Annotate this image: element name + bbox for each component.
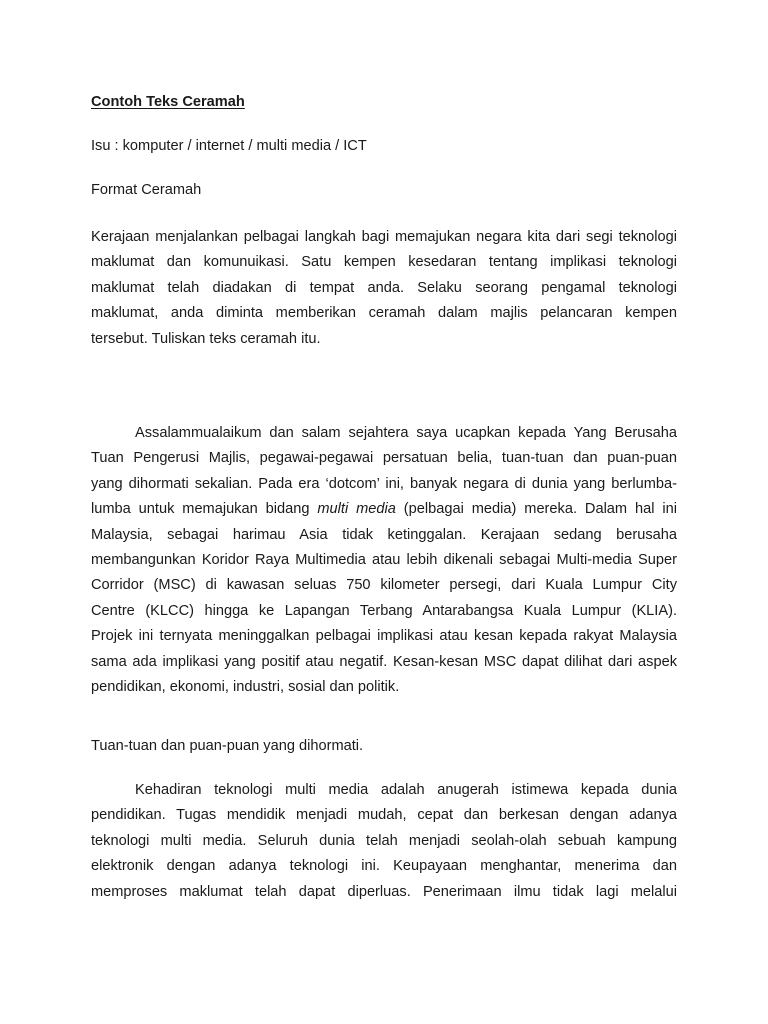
speech-line: pendidikan, ekonomi, industri, sosial dan politik. bbox=[91, 679, 400, 696]
speech-line: memproses maklumat telah dapat diperluas. Penerimaan ilmu tidak lagi melalui bbox=[91, 883, 677, 900]
intro-line: maklumat, anda diminta memberikan ceramah dalam majlis pelancaran kempen bbox=[91, 305, 677, 322]
speech-line: Centre (KLCC) hingga ke Lapangan Terbang Antarabangsa Kuala Lumpur (KLIA). bbox=[91, 602, 677, 619]
speech-line: Projek ini ternyata meninggalkan pelbagai implikasi atau kesan kepada rakyat Malaysia bbox=[91, 628, 677, 645]
speech-line: yang dihormati sekalian. Pada era ‘dotcom’ ini, banyak negara di dunia yang berlumba- bbox=[91, 475, 677, 492]
format-label: Format Ceramah bbox=[91, 182, 202, 198]
intro-line: Kerajaan menjalankan pelbagai langkah bagi memajukan negara kita dari segi teknologi bbox=[91, 229, 677, 245]
issue-line: Isu : komputer / internet / multi media / ICT bbox=[91, 138, 367, 154]
intro-paragraph bbox=[91, 225, 677, 352]
speech-line: Assalammualaikum dan salam sejahtera saya ucapkan kepada Yang Berusaha bbox=[135, 425, 677, 441]
multi-media-emphasis: multi media bbox=[317, 501, 396, 518]
speech-line: Kehadiran teknologi multi media adalah anugerah istimewa kepada dunia bbox=[135, 782, 677, 798]
intro-line: maklumat dan komunuikasi. Satu kempen kesedaran tentang implikasi teknologi bbox=[91, 254, 677, 271]
speech-line: Corridor (MSC) di kawasan seluas 750 kilometer persegi, dari Kuala Lumpur City bbox=[91, 577, 677, 594]
speech-line: membangunkan Koridor Raya Multimedia atau lebih dikenali sebagai Multi-media Super bbox=[91, 552, 677, 569]
speech-line: pendidikan. Tugas mendidik menjadi mudah, cepat dan berkesan dengan adanya bbox=[91, 807, 677, 824]
salutation-line: Tuan-tuan dan puan-puan yang dihormati. bbox=[91, 738, 364, 754]
speech-line: Tuan Pengerusi Majlis, pegawai-pegawai persatuan belia, tuan-tuan dan puan-puan bbox=[91, 450, 677, 467]
speech-line: teknologi multi media. Seluruh dunia telah menjadi seolah-olah sebuah kampung bbox=[91, 832, 677, 849]
intro-line: maklumat telah diadakan di tempat anda. Selaku seorang pengamal teknologi bbox=[91, 279, 677, 296]
speech-line: Malaysia, sebagai harimau Asia tidak ketinggalan. Kerajaan sedang berusaha bbox=[91, 526, 677, 543]
speech-line: elektronik dengan adanya teknologi ini. Keupayaan menghantar, menerima dan bbox=[91, 858, 677, 875]
speech-line: sama ada implikasi yang positif atau negatif. Kesan-kesan MSC dapat dilihat dari aspek bbox=[91, 653, 677, 670]
speech-paragraph-2 bbox=[91, 778, 677, 905]
speech-line: lumba untuk memajukan bidang multi media (pelbagai media) mereka. Dalam hal ini bbox=[91, 501, 677, 518]
intro-line: tersebut. Tuliskan teks ceramah itu. bbox=[91, 330, 321, 347]
speech-paragraph-1 bbox=[91, 421, 677, 700]
document-title: Contoh Teks Ceramah bbox=[91, 94, 245, 110]
